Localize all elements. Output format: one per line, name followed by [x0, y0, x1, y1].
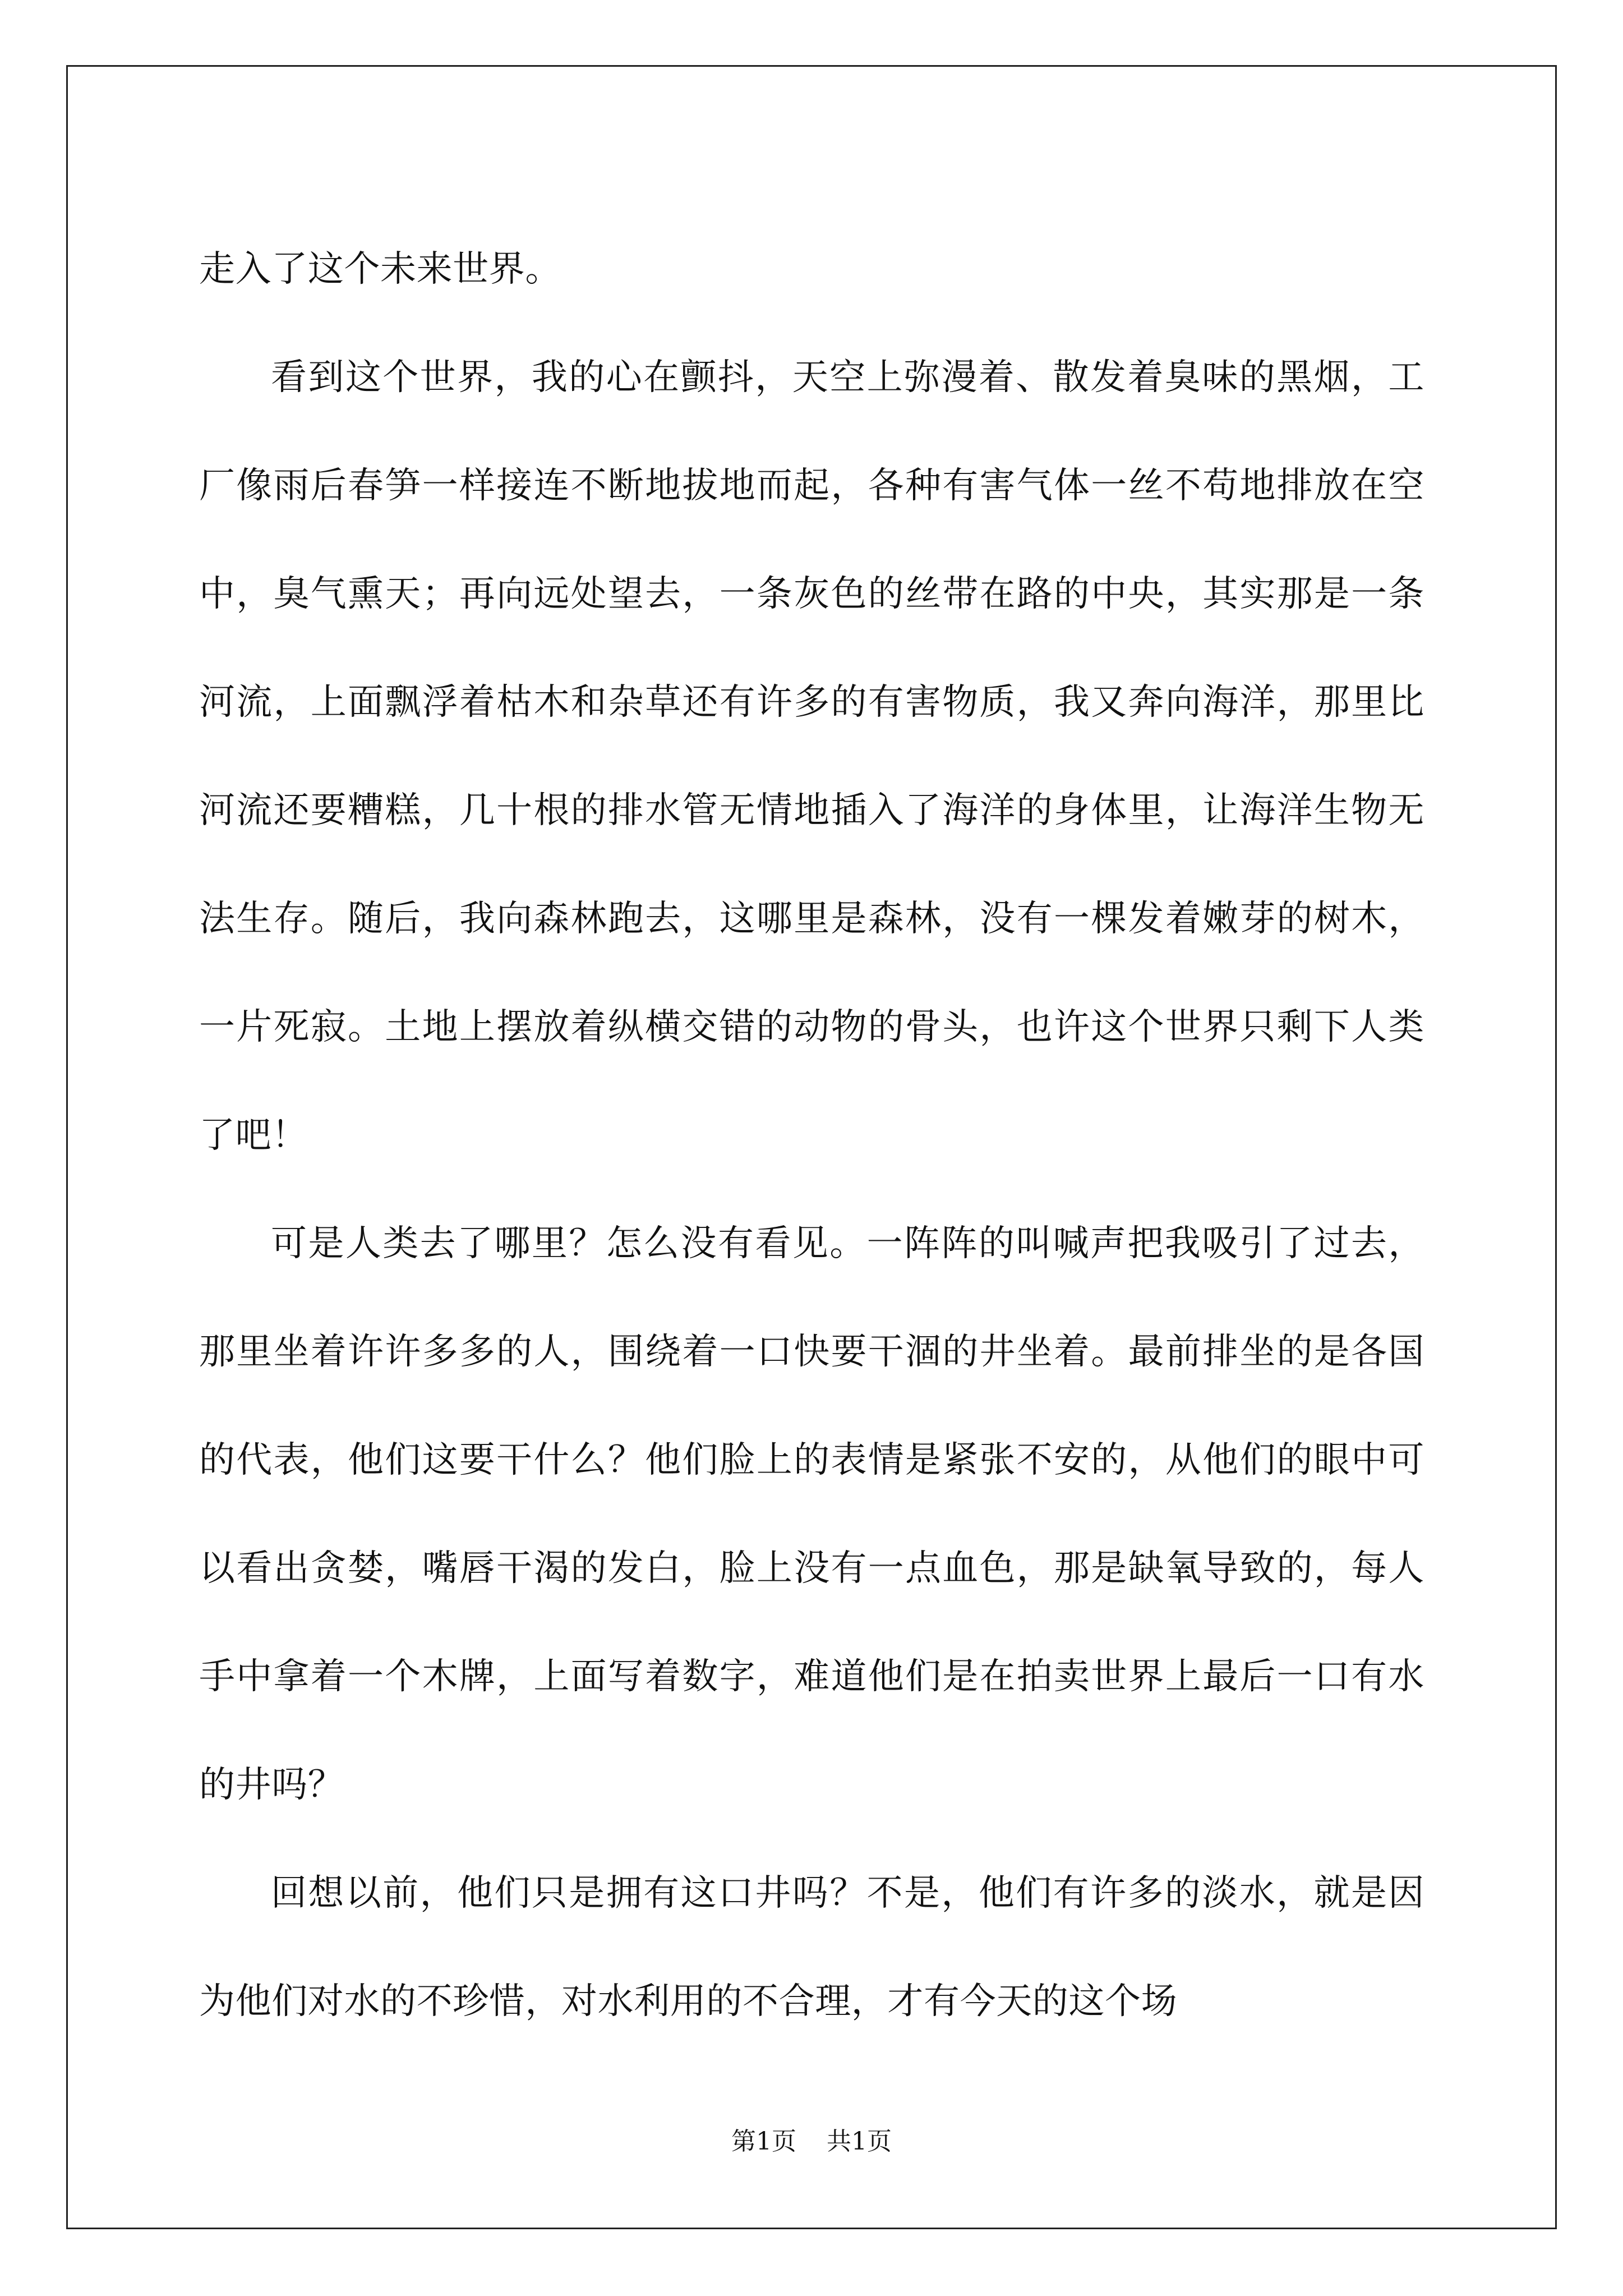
paragraph-3: 可是人类去了哪里？怎么没有看见。一阵阵的叫喊声把我吸引了过去，那里坐着许许多多的人，围绕着一口快要干涸的井坐着。最前排坐的是各国的代表，他们这要干什么？他们脸上的表情是紧张不安的，从他们的眼中可以看出贪婪，嘴唇干渴的发白，脸上没有一点血色，那是缺氧导致的，每人手中拿着一个木牌，上面写着数字，难道他们是在拍卖世界上最后一口有水的井吗？ — [199, 1223, 1424, 1806]
paragraph-1: 走入了这个未来世界。 — [199, 249, 561, 290]
page-number: 第1页 — [731, 2127, 796, 2156]
document-body — [199, 215, 1424, 2056]
paragraph-2: 看到这个世界，我的心在颤抖，天空上弥漫着、散发着臭味的黑烟，工厂像雨后春笋一样接连不断地拔地而起，各种有害气体一丝不苟地排放在空中，臭气熏天；再向远处望去，一条灰色的丝带在路的中央，其实那是一条河流，上面飘浮着枯木和杂草还有许多的有害物质，我又奔向海洋，那里比河流还要糟糕，几十根的排水管无情地插入了海洋的身体里，让海洋生物无法生存。随后，我向森林跑去，这哪里是森林，没有一棵发着嫩芽的树木，一片死寂。土地上摆放着纵横交错的动物的骨头，也许这个世界只剩下人类了吧！ — [199, 357, 1424, 1156]
paragraph-4: 回想以前，他们只是拥有这口井吗？不是，他们有许多的淡水，就是因为他们对水的不珍惜，对水利用的不合理，才有今天的这个场 — [199, 1872, 1424, 2022]
page-footer — [0, 2125, 1623, 2159]
page-total: 共1页 — [827, 2127, 892, 2156]
